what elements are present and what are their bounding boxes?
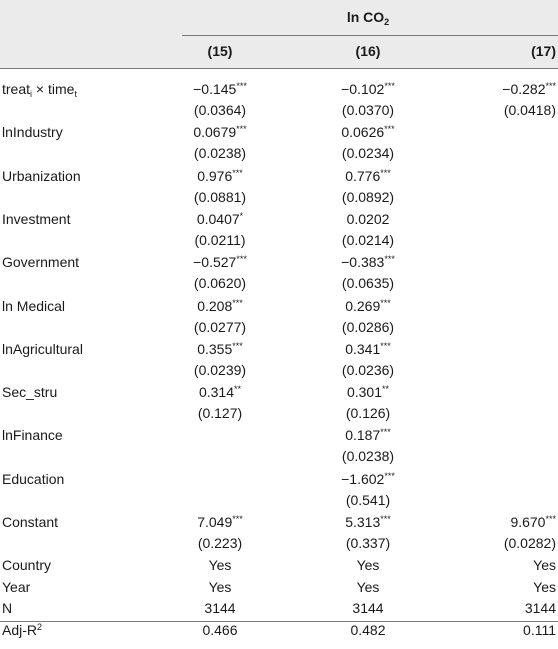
se-15: (0.127) bbox=[197, 405, 243, 421]
time-subscript: t bbox=[74, 89, 77, 99]
significance-stars: *** bbox=[380, 514, 391, 524]
column-header-16: (16) bbox=[355, 43, 381, 59]
significance-stars: *** bbox=[384, 124, 395, 134]
coef-15 bbox=[158, 123, 282, 141]
coef-value: 0.269 bbox=[345, 298, 381, 314]
coef-15 bbox=[158, 210, 282, 228]
se-16: (0.0635) bbox=[341, 275, 395, 291]
significance-stars: *** bbox=[384, 81, 395, 91]
se-16: (0.0370) bbox=[341, 102, 395, 118]
footer-value-16: 0.482 bbox=[350, 622, 386, 638]
coef-value: 0.976 bbox=[197, 168, 233, 184]
coef-value: −0.383 bbox=[341, 254, 385, 270]
coef-16 bbox=[306, 470, 430, 488]
coef-value: 0.0407 bbox=[196, 211, 240, 227]
significance-stars: ** bbox=[234, 384, 242, 394]
significance-stars: *** bbox=[384, 254, 395, 264]
se-15: (0.0620) bbox=[193, 275, 247, 291]
significance-stars: *** bbox=[232, 168, 243, 178]
coef-15 bbox=[158, 167, 282, 185]
se-15: (0.0238) bbox=[193, 145, 247, 161]
row-label: lnAgricultural bbox=[2, 341, 83, 357]
row-label: Urbanization bbox=[2, 168, 81, 184]
footer-value-16: 3144 bbox=[352, 600, 384, 616]
column-header-17: (17) bbox=[531, 43, 556, 59]
se-16: (0.0238) bbox=[341, 448, 395, 464]
significance-stars: * bbox=[239, 211, 244, 221]
coef-value: 7.049 bbox=[197, 514, 233, 530]
coef-value: −0.282 bbox=[502, 81, 546, 97]
footer-value-16: Yes bbox=[356, 579, 380, 595]
significance-stars: *** bbox=[232, 341, 243, 351]
significance-stars: *** bbox=[236, 81, 247, 91]
coef-15 bbox=[158, 513, 282, 531]
coef-value: −0.145 bbox=[193, 81, 237, 97]
footer-label bbox=[2, 556, 51, 574]
row-label: ln Medical bbox=[2, 298, 66, 314]
coef-value: −1.602 bbox=[341, 471, 385, 487]
footer-value-15: 3144 bbox=[204, 600, 236, 616]
coef-value: 0.0679 bbox=[193, 124, 237, 140]
se-16: (0.0214) bbox=[341, 232, 395, 248]
significance-stars: *** bbox=[232, 514, 243, 524]
footer-label-sup: 2 bbox=[37, 622, 43, 632]
treat-text: treat bbox=[2, 81, 31, 97]
se-15: (0.0239) bbox=[193, 362, 247, 378]
se-16: (0.0286) bbox=[341, 319, 395, 335]
significance-stars: *** bbox=[380, 168, 391, 178]
footer-label-text: Adj-R bbox=[2, 622, 38, 638]
footer-label bbox=[2, 599, 12, 617]
coef-15 bbox=[158, 340, 282, 358]
significance-stars: ** bbox=[382, 384, 390, 394]
treat-subscript: i bbox=[30, 89, 33, 99]
se-16: (0.0234) bbox=[341, 145, 395, 161]
row-label: Education bbox=[2, 471, 65, 487]
coef-16 bbox=[306, 297, 430, 315]
se-15: (0.0277) bbox=[193, 319, 247, 335]
footer-label-text: Country bbox=[2, 557, 52, 573]
se-16: (0.0892) bbox=[341, 189, 395, 205]
footer-value-17: 3144 bbox=[524, 600, 556, 616]
row-label: Investment bbox=[2, 211, 71, 227]
row-label: Government bbox=[2, 254, 80, 270]
coef-value: 0.208 bbox=[197, 298, 233, 314]
footer-value-15: 0.466 bbox=[202, 622, 238, 638]
coef-16 bbox=[306, 340, 430, 358]
significance-stars: *** bbox=[236, 124, 247, 134]
se-17: (0.0282) bbox=[503, 535, 556, 551]
se-15: (0.223) bbox=[197, 535, 243, 551]
group-title: $\ln CO_2$ bbox=[346, 9, 390, 27]
coef-16 bbox=[306, 426, 430, 444]
significance-stars: *** bbox=[545, 81, 556, 91]
row-label: Constant bbox=[2, 514, 59, 530]
significance-stars: *** bbox=[380, 298, 391, 308]
se-15: (0.0881) bbox=[193, 189, 247, 205]
coef-15 bbox=[158, 80, 282, 98]
coef-16 bbox=[306, 80, 430, 98]
coef-16 bbox=[306, 383, 430, 401]
se-15: (0.0364) bbox=[193, 102, 247, 118]
se-17: (0.0418) bbox=[503, 102, 556, 118]
se-16: (0.337) bbox=[345, 535, 391, 551]
coef-17 bbox=[430, 513, 556, 531]
coef-16 bbox=[306, 513, 430, 531]
significance-stars: *** bbox=[384, 471, 395, 481]
coef-15 bbox=[158, 383, 282, 401]
coef-value: −0.527 bbox=[193, 254, 237, 270]
row-label: Sec_stru bbox=[2, 384, 58, 400]
coef-value: 0.314 bbox=[198, 384, 235, 400]
coef-value: 0.0202 bbox=[346, 211, 390, 227]
se-16: (0.0236) bbox=[341, 362, 395, 378]
coef-16 bbox=[306, 210, 430, 228]
coef-16 bbox=[306, 123, 430, 141]
coef-value: 0.776 bbox=[345, 168, 381, 184]
coef-15 bbox=[158, 297, 282, 315]
se-16: (0.126) bbox=[345, 405, 391, 421]
footer-value-17: Yes bbox=[533, 557, 556, 573]
significance-stars: *** bbox=[380, 427, 391, 437]
coef-16 bbox=[306, 253, 430, 271]
footer-value-17: 0.111 bbox=[523, 622, 556, 638]
se-16: (0.541) bbox=[345, 492, 391, 508]
coef-value: 5.313 bbox=[345, 514, 381, 530]
coef-value: 0.341 bbox=[345, 341, 381, 357]
row-label: lnIndustry bbox=[2, 124, 63, 140]
coef-17 bbox=[430, 80, 556, 98]
bottom-rule bbox=[0, 621, 558, 622]
footer-value-15: Yes bbox=[208, 579, 232, 595]
footer-value-15: Yes bbox=[208, 557, 232, 573]
coef-16 bbox=[306, 167, 430, 185]
coef-value: −0.102 bbox=[341, 81, 385, 97]
coef-value: 0.355 bbox=[197, 341, 233, 357]
coef-15 bbox=[158, 253, 282, 271]
footer-label-text: N bbox=[2, 600, 13, 616]
coef-value: 0.301 bbox=[346, 384, 383, 400]
times-sign: × bbox=[32, 81, 48, 97]
header-rule bbox=[0, 68, 558, 69]
footer-label-text: Year bbox=[2, 579, 31, 595]
coef-value: 0.0626 bbox=[341, 124, 385, 140]
row-label: lnFinance bbox=[2, 427, 63, 443]
coef-value: 9.670 bbox=[510, 514, 546, 530]
footer-label bbox=[2, 621, 42, 639]
significance-stars: *** bbox=[380, 341, 391, 351]
group-underline bbox=[182, 35, 558, 36]
row-label bbox=[2, 80, 77, 98]
coef-value: 0.187 bbox=[345, 427, 381, 443]
significance-stars: *** bbox=[236, 254, 247, 264]
footer-value-17: Yes bbox=[533, 579, 556, 595]
column-header-15: (15) bbox=[207, 43, 233, 59]
footer-label bbox=[2, 578, 30, 596]
footer-value-16: Yes bbox=[356, 557, 380, 573]
significance-stars: *** bbox=[232, 298, 243, 308]
se-15: (0.0211) bbox=[194, 232, 246, 248]
significance-stars: *** bbox=[545, 514, 556, 524]
time-text: time bbox=[47, 81, 75, 97]
